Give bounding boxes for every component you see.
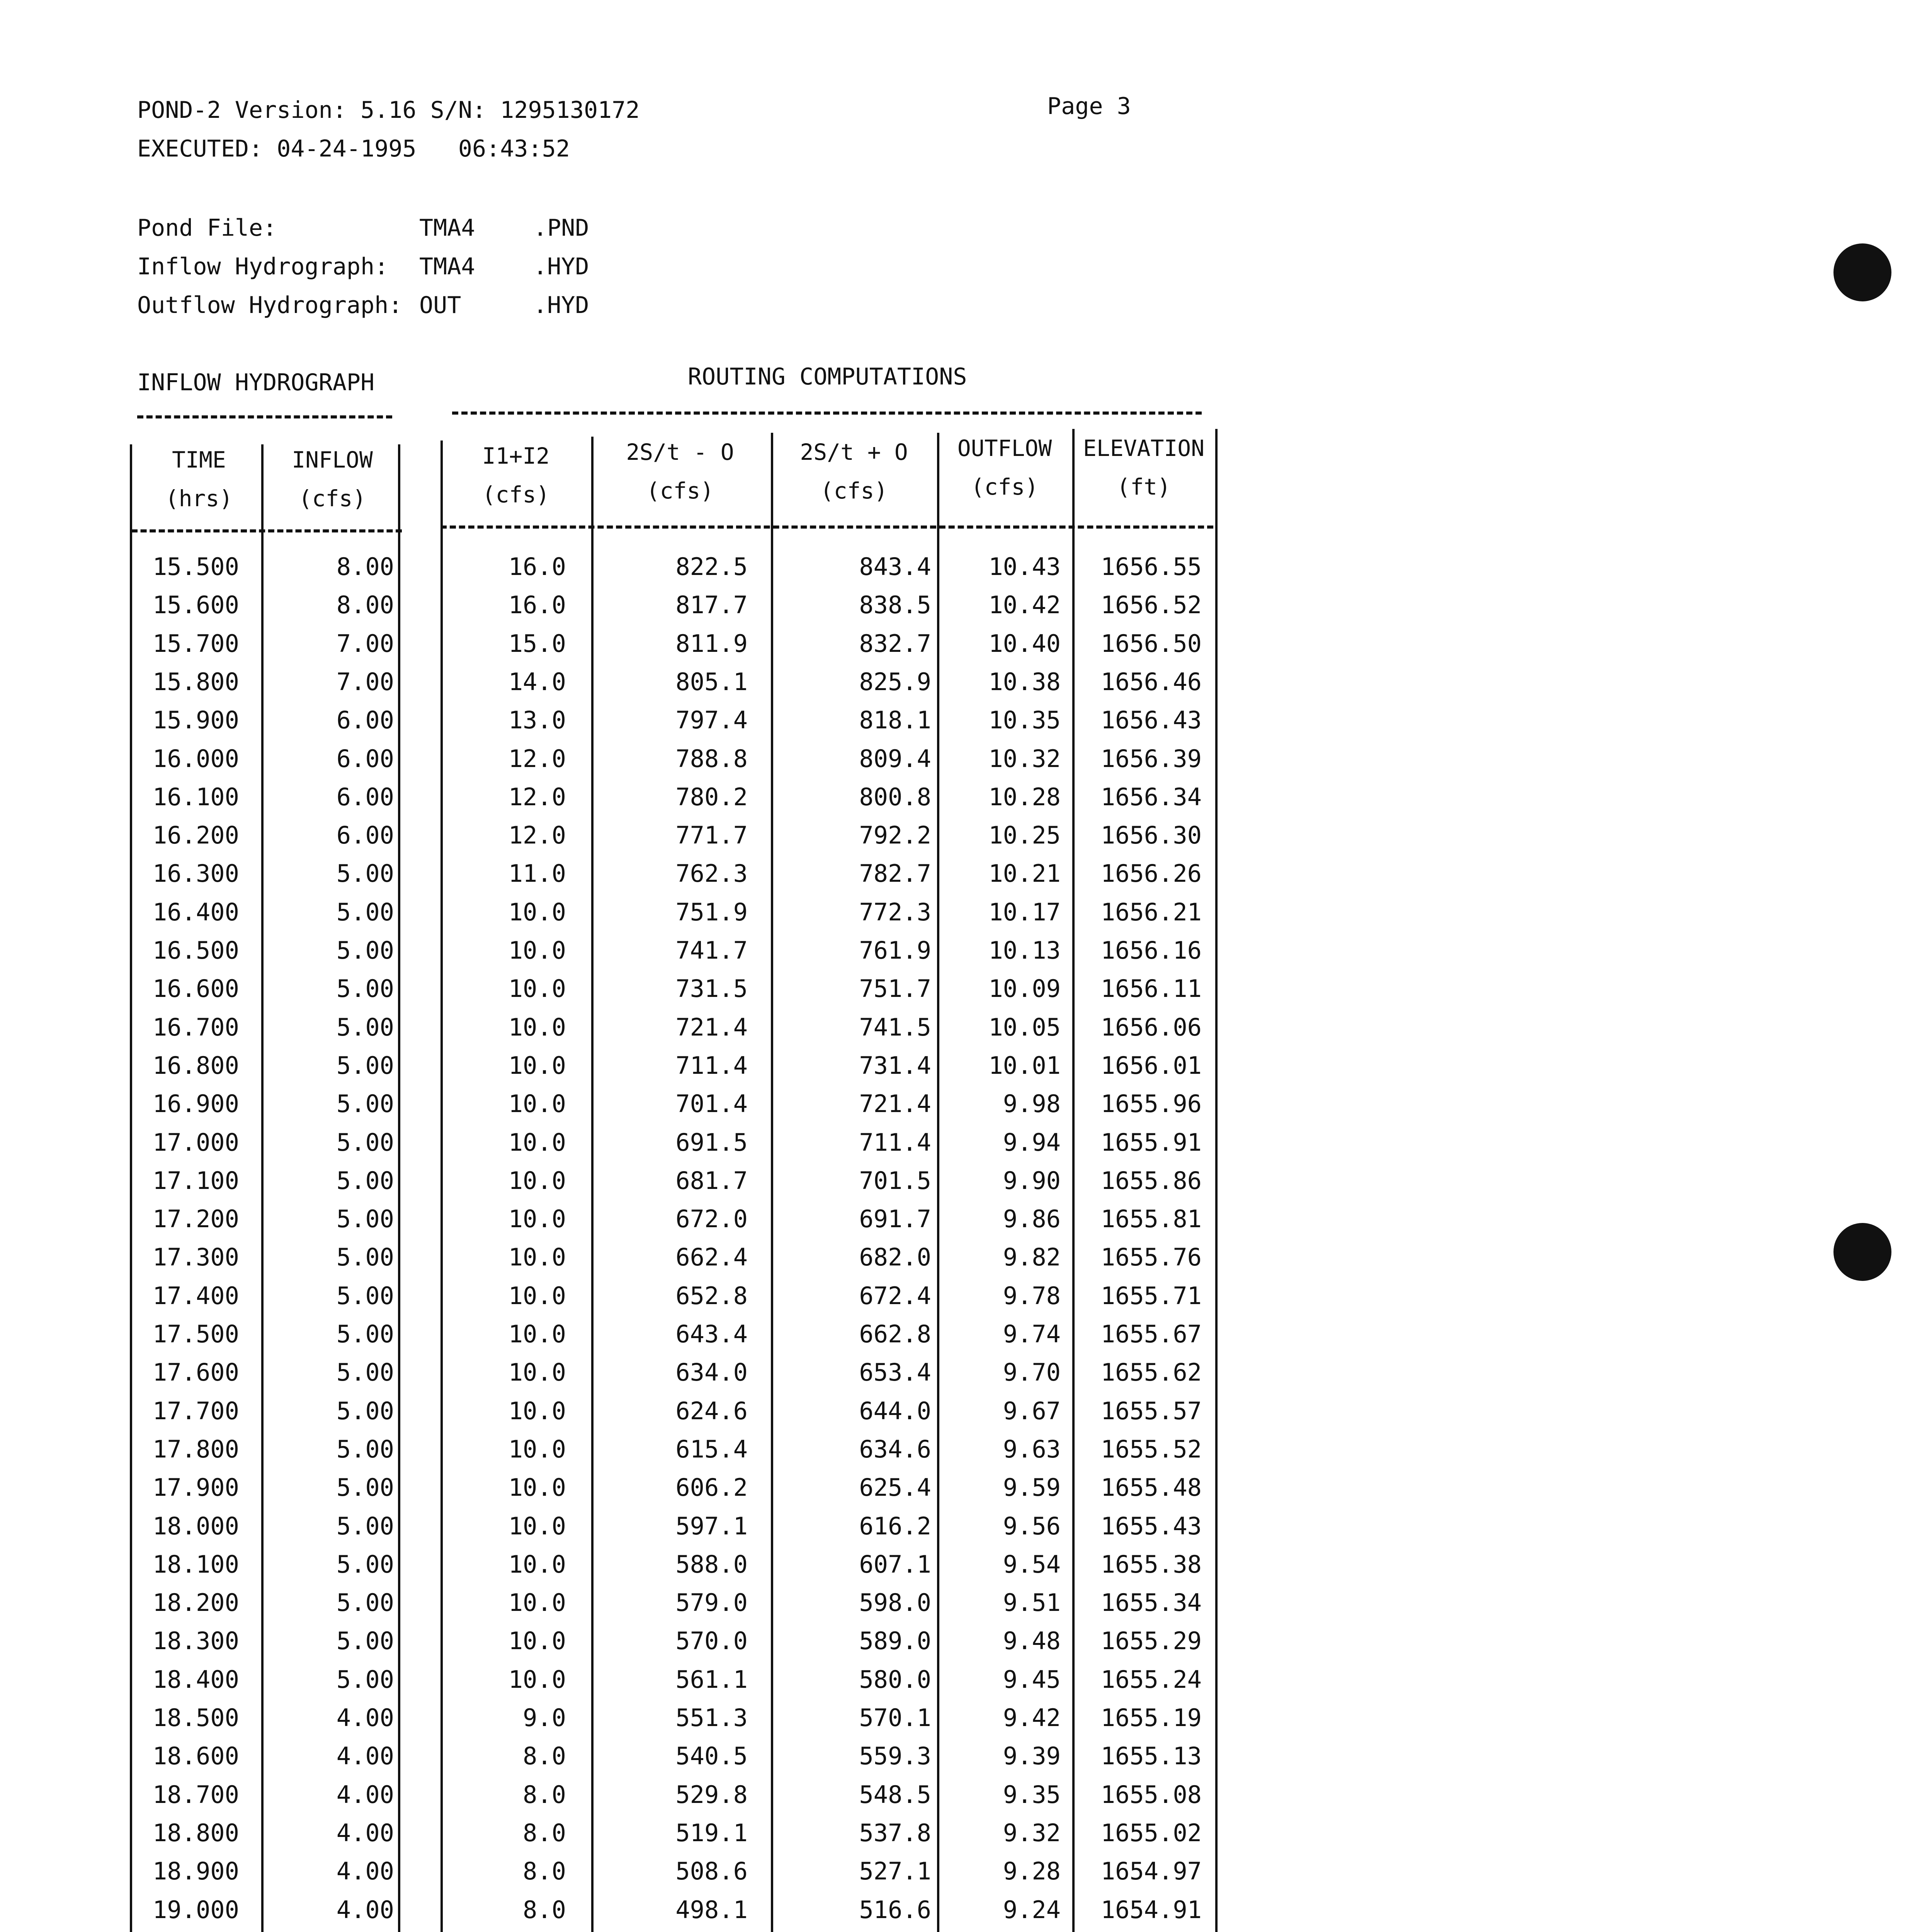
cell-inflow: 7.00: [336, 667, 394, 696]
col-divider: [1072, 429, 1075, 1932]
cell-outflow: 9.67: [1003, 1396, 1061, 1425]
cell-outflow: 9.63: [1003, 1435, 1061, 1463]
cell-elevation: 1655.08: [1100, 1780, 1202, 1809]
col-header-2s-plus-o: 2S/t + O (cfs): [800, 439, 908, 504]
cell-elevation: 1655.43: [1100, 1512, 1202, 1540]
cell-time: 16.900: [153, 1090, 239, 1118]
cell-2s-plus-o: 843.4: [859, 553, 931, 581]
cell-outflow: 10.05: [988, 1013, 1061, 1041]
cell-inflow: 6.00: [336, 821, 394, 850]
cell-elevation: 1655.67: [1100, 1320, 1202, 1348]
cell-2s-plus-o: 809.4: [859, 744, 931, 773]
cell-2s-minus-o: 588.0: [675, 1550, 748, 1578]
cell-outflow: 10.17: [988, 898, 1061, 926]
cell-2s-minus-o: 615.4: [675, 1435, 748, 1463]
cell-inflow: 4.00: [336, 1895, 394, 1924]
cell-2s-minus-o: 579.0: [675, 1588, 748, 1617]
cell-2s-plus-o: 516.6: [859, 1895, 931, 1924]
cell-2s-plus-o: 589.0: [859, 1627, 931, 1655]
col-divider: [771, 433, 773, 1932]
cell-time: 17.500: [153, 1320, 239, 1348]
cell-i1i2: 13.0: [508, 706, 566, 735]
cell-i1i2: 10.0: [508, 1281, 566, 1310]
cell-time: 19.000: [153, 1895, 239, 1924]
cell-inflow: 4.00: [336, 1818, 394, 1847]
cell-i1i2: 10.0: [508, 1205, 566, 1233]
cell-2s-plus-o: 741.5: [859, 1013, 931, 1041]
cell-2s-minus-o: 662.4: [675, 1243, 748, 1272]
cell-elevation: 1655.19: [1100, 1704, 1202, 1732]
col-header-outflow: OUTFLOW (cfs): [957, 435, 1052, 500]
cell-time: 15.800: [153, 667, 239, 696]
cell-elevation: 1655.71: [1100, 1281, 1202, 1310]
cell-2s-minus-o: 731.5: [675, 975, 748, 1003]
cell-outflow: 9.90: [1003, 1166, 1061, 1195]
cell-inflow: 5.00: [336, 936, 394, 964]
cell-inflow: 5.00: [336, 1627, 394, 1655]
pond-file-name: TMA4: [419, 214, 475, 242]
cell-i1i2: 12.0: [508, 744, 566, 773]
cell-time: 15.700: [153, 629, 239, 658]
cell-2s-minus-o: 805.1: [675, 667, 748, 696]
cell-elevation: 1656.01: [1100, 1051, 1202, 1080]
cell-time: 18.600: [153, 1742, 239, 1770]
col-divider: [937, 433, 939, 1932]
cell-time: 17.600: [153, 1358, 239, 1387]
cell-2s-plus-o: 761.9: [859, 936, 931, 964]
cell-time: 18.800: [153, 1818, 239, 1847]
cell-2s-minus-o: 771.7: [675, 821, 748, 850]
cell-elevation: 1654.97: [1100, 1857, 1202, 1886]
cell-2s-plus-o: 653.4: [859, 1358, 931, 1387]
cell-time: 17.900: [153, 1473, 239, 1502]
cell-2s-minus-o: 721.4: [675, 1013, 748, 1041]
cell-elevation: 1655.96: [1100, 1090, 1202, 1118]
cell-elevation: 1656.34: [1100, 782, 1202, 811]
pond-file-label: Pond File:: [137, 214, 277, 242]
cell-2s-minus-o: 561.1: [675, 1665, 748, 1694]
cell-time: 17.300: [153, 1243, 239, 1272]
cell-outflow: 10.40: [988, 629, 1061, 658]
cell-2s-plus-o: 559.3: [859, 1742, 931, 1770]
cell-inflow: 5.00: [336, 1396, 394, 1425]
cell-elevation: 1654.91: [1100, 1895, 1202, 1924]
cell-inflow: 5.00: [336, 1090, 394, 1118]
cell-2s-plus-o: 825.9: [859, 667, 931, 696]
cell-i1i2: 10.0: [508, 1320, 566, 1348]
cell-outflow: 9.45: [1003, 1665, 1061, 1694]
cell-2s-plus-o: 598.0: [859, 1588, 931, 1617]
cell-inflow: 4.00: [336, 1742, 394, 1770]
cell-2s-minus-o: 606.2: [675, 1473, 748, 1502]
cell-2s-minus-o: 529.8: [675, 1780, 748, 1809]
cell-outflow: 9.24: [1003, 1895, 1061, 1924]
cell-2s-minus-o: 741.7: [675, 936, 748, 964]
cell-time: 18.700: [153, 1780, 239, 1809]
cell-outflow: 9.70: [1003, 1358, 1061, 1387]
cell-time: 18.200: [153, 1588, 239, 1617]
cell-2s-plus-o: 838.5: [859, 591, 931, 619]
cell-time: 16.400: [153, 898, 239, 926]
cell-2s-plus-o: 792.2: [859, 821, 931, 850]
cell-i1i2: 10.0: [508, 1396, 566, 1425]
cell-outflow: 9.51: [1003, 1588, 1061, 1617]
cell-2s-plus-o: 616.2: [859, 1512, 931, 1540]
inflow-hydrograph-ext: .HYD: [533, 253, 589, 280]
cell-2s-plus-o: 662.8: [859, 1320, 931, 1348]
cell-outflow: 9.82: [1003, 1243, 1061, 1272]
cell-time: 18.400: [153, 1665, 239, 1694]
cell-inflow: 5.00: [336, 1051, 394, 1080]
cell-time: 15.900: [153, 706, 239, 735]
cell-elevation: 1656.52: [1100, 591, 1202, 619]
cell-elevation: 1655.57: [1100, 1396, 1202, 1425]
cell-time: 17.100: [153, 1166, 239, 1195]
cell-i1i2: 10.0: [508, 1128, 566, 1156]
cell-outflow: 9.54: [1003, 1550, 1061, 1578]
cell-2s-minus-o: 817.7: [675, 591, 748, 619]
cell-i1i2: 10.0: [508, 1627, 566, 1655]
cell-2s-minus-o: 597.1: [675, 1512, 748, 1540]
cell-2s-plus-o: 701.5: [859, 1166, 931, 1195]
executed-line: EXECUTED: 04-24-1995 06:43:52: [137, 135, 570, 162]
outflow-hydrograph-ext: .HYD: [533, 292, 589, 319]
cell-2s-minus-o: 691.5: [675, 1128, 748, 1156]
cell-2s-plus-o: 721.4: [859, 1090, 931, 1118]
outflow-hydrograph-name: OUT: [419, 292, 461, 319]
cell-i1i2: 8.0: [523, 1895, 566, 1924]
header-separator-right: [440, 526, 1213, 529]
cell-i1i2: 10.0: [508, 1243, 566, 1272]
inflow-hydrograph-name: TMA4: [419, 253, 475, 280]
inflow-section-title: INFLOW HYDROGRAPH: [137, 369, 375, 396]
cell-2s-minus-o: 551.3: [675, 1704, 748, 1732]
cell-time: 15.600: [153, 591, 239, 619]
cell-i1i2: 10.0: [508, 1588, 566, 1617]
cell-elevation: 1656.50: [1100, 629, 1202, 658]
cell-2s-minus-o: 797.4: [675, 706, 748, 735]
cell-outflow: 9.39: [1003, 1742, 1061, 1770]
cell-2s-plus-o: 548.5: [859, 1780, 931, 1809]
cell-2s-minus-o: 643.4: [675, 1320, 748, 1348]
cell-i1i2: 15.0: [508, 629, 566, 658]
cell-i1i2: 8.0: [523, 1857, 566, 1886]
cell-outflow: 9.86: [1003, 1205, 1061, 1233]
cell-2s-plus-o: 672.4: [859, 1281, 931, 1310]
cell-elevation: 1655.86: [1100, 1166, 1202, 1195]
cell-time: 16.700: [153, 1013, 239, 1041]
cell-inflow: 5.00: [336, 1205, 394, 1233]
cell-2s-minus-o: 811.9: [675, 629, 748, 658]
cell-i1i2: 11.0: [508, 859, 566, 888]
cell-elevation: 1656.43: [1100, 706, 1202, 735]
cell-2s-plus-o: 711.4: [859, 1128, 931, 1156]
cell-2s-minus-o: 762.3: [675, 859, 748, 888]
cell-i1i2: 10.0: [508, 1550, 566, 1578]
cell-outflow: 9.94: [1003, 1128, 1061, 1156]
cell-elevation: 1655.62: [1100, 1358, 1202, 1387]
cell-elevation: 1655.02: [1100, 1818, 1202, 1847]
col-divider: [440, 440, 443, 1932]
cell-2s-plus-o: 634.6: [859, 1435, 931, 1463]
cell-elevation: 1655.91: [1100, 1128, 1202, 1156]
cell-elevation: 1655.52: [1100, 1435, 1202, 1463]
cell-inflow: 5.00: [336, 1588, 394, 1617]
cell-i1i2: 10.0: [508, 1166, 566, 1195]
cell-2s-plus-o: 527.1: [859, 1857, 931, 1886]
cell-inflow: 5.00: [336, 1665, 394, 1694]
cell-2s-plus-o: 832.7: [859, 629, 931, 658]
binder-hole: [1833, 243, 1891, 301]
cell-time: 18.000: [153, 1512, 239, 1540]
cell-elevation: 1656.06: [1100, 1013, 1202, 1041]
cell-time: 17.700: [153, 1396, 239, 1425]
col-header-time: TIME (hrs): [165, 447, 233, 512]
cell-inflow: 5.00: [336, 859, 394, 888]
cell-2s-minus-o: 681.7: [675, 1166, 748, 1195]
cell-outflow: 9.32: [1003, 1818, 1061, 1847]
cell-i1i2: 16.0: [508, 553, 566, 581]
cell-inflow: 8.00: [336, 591, 394, 619]
cell-outflow: 9.56: [1003, 1512, 1061, 1540]
cell-outflow: 10.32: [988, 744, 1061, 773]
cell-outflow: 10.25: [988, 821, 1061, 850]
cell-elevation: 1656.11: [1100, 975, 1202, 1003]
cell-time: 18.900: [153, 1857, 239, 1886]
cell-2s-plus-o: 537.8: [859, 1818, 931, 1847]
cell-i1i2: 8.0: [523, 1742, 566, 1770]
outflow-hydrograph-label: Outflow Hydrograph:: [137, 292, 403, 319]
cell-i1i2: 12.0: [508, 782, 566, 811]
cell-inflow: 5.00: [336, 1243, 394, 1272]
cell-inflow: 6.00: [336, 782, 394, 811]
cell-inflow: 7.00: [336, 629, 394, 658]
cell-elevation: 1655.81: [1100, 1205, 1202, 1233]
cell-2s-plus-o: 772.3: [859, 898, 931, 926]
cell-2s-minus-o: 624.6: [675, 1396, 748, 1425]
cell-elevation: 1655.13: [1100, 1742, 1202, 1770]
cell-2s-plus-o: 691.7: [859, 1205, 931, 1233]
cell-inflow: 5.00: [336, 1166, 394, 1195]
cell-time: 18.100: [153, 1550, 239, 1578]
inflow-top-rule: [137, 415, 392, 418]
cell-time: 16.100: [153, 782, 239, 811]
col-header-inflow: INFLOW (cfs): [292, 447, 373, 512]
cell-outflow: 10.35: [988, 706, 1061, 735]
cell-elevation: 1656.21: [1100, 898, 1202, 926]
cell-elevation: 1655.48: [1100, 1473, 1202, 1502]
cell-2s-plus-o: 625.4: [859, 1473, 931, 1502]
cell-time: 17.800: [153, 1435, 239, 1463]
cell-2s-plus-o: 731.4: [859, 1051, 931, 1080]
cell-inflow: 5.00: [336, 1512, 394, 1540]
cell-time: 16.200: [153, 821, 239, 850]
cell-inflow: 5.00: [336, 975, 394, 1003]
cell-inflow: 5.00: [336, 898, 394, 926]
header-separator-left: [131, 529, 402, 532]
cell-2s-plus-o: 682.0: [859, 1243, 931, 1272]
cell-outflow: 9.98: [1003, 1090, 1061, 1118]
cell-inflow: 8.00: [336, 553, 394, 581]
cell-2s-plus-o: 818.1: [859, 706, 931, 735]
cell-i1i2: 10.0: [508, 1665, 566, 1694]
cell-elevation: 1656.26: [1100, 859, 1202, 888]
cell-2s-plus-o: 644.0: [859, 1396, 931, 1425]
cell-2s-minus-o: 498.1: [675, 1895, 748, 1924]
cell-elevation: 1655.38: [1100, 1550, 1202, 1578]
cell-inflow: 6.00: [336, 706, 394, 735]
cell-outflow: 9.28: [1003, 1857, 1061, 1886]
cell-elevation: 1655.24: [1100, 1665, 1202, 1694]
cell-2s-plus-o: 570.1: [859, 1704, 931, 1732]
cell-elevation: 1656.55: [1100, 553, 1202, 581]
cell-2s-minus-o: 751.9: [675, 898, 748, 926]
cell-2s-minus-o: 822.5: [675, 553, 748, 581]
col-divider: [591, 437, 594, 1932]
cell-time: 16.300: [153, 859, 239, 888]
routing-section-title: ROUTING COMPUTATIONS: [688, 363, 967, 390]
cell-i1i2: 10.0: [508, 1090, 566, 1118]
cell-i1i2: 10.0: [508, 898, 566, 926]
cell-2s-plus-o: 751.7: [859, 975, 931, 1003]
cell-2s-minus-o: 711.4: [675, 1051, 748, 1080]
cell-outflow: 10.13: [988, 936, 1061, 964]
cell-time: 16.800: [153, 1051, 239, 1080]
cell-2s-plus-o: 800.8: [859, 782, 931, 811]
cell-inflow: 4.00: [336, 1780, 394, 1809]
col-header-i1i2: I1+I2 (cfs): [482, 443, 550, 508]
cell-i1i2: 10.0: [508, 1051, 566, 1080]
cell-2s-minus-o: 519.1: [675, 1818, 748, 1847]
cell-i1i2: 14.0: [508, 667, 566, 696]
cell-i1i2: 8.0: [523, 1780, 566, 1809]
cell-elevation: 1655.29: [1100, 1627, 1202, 1655]
cell-time: 15.500: [153, 553, 239, 581]
cell-outflow: 10.42: [988, 591, 1061, 619]
cell-2s-minus-o: 570.0: [675, 1627, 748, 1655]
cell-time: 17.000: [153, 1128, 239, 1156]
cell-i1i2: 10.0: [508, 1473, 566, 1502]
cell-outflow: 10.28: [988, 782, 1061, 811]
cell-elevation: 1656.46: [1100, 667, 1202, 696]
cell-2s-minus-o: 540.5: [675, 1742, 748, 1770]
cell-2s-plus-o: 607.1: [859, 1550, 931, 1578]
cell-2s-plus-o: 580.0: [859, 1665, 931, 1694]
cell-inflow: 4.00: [336, 1704, 394, 1732]
cell-2s-minus-o: 508.6: [675, 1857, 748, 1886]
cell-outflow: 10.01: [988, 1051, 1061, 1080]
cell-2s-minus-o: 634.0: [675, 1358, 748, 1387]
col-header-2s-minus-o: 2S/t - O (cfs): [626, 439, 734, 504]
cell-inflow: 5.00: [336, 1281, 394, 1310]
cell-2s-minus-o: 672.0: [675, 1205, 748, 1233]
col-divider: [261, 444, 264, 1932]
cell-outflow: 10.09: [988, 975, 1061, 1003]
col-divider: [398, 444, 400, 1932]
cell-outflow: 10.38: [988, 667, 1061, 696]
cell-time: 16.000: [153, 744, 239, 773]
cell-i1i2: 10.0: [508, 1435, 566, 1463]
binder-hole: [1833, 1223, 1891, 1281]
cell-2s-minus-o: 652.8: [675, 1281, 748, 1310]
cell-inflow: 5.00: [336, 1473, 394, 1502]
cell-time: 17.400: [153, 1281, 239, 1310]
cell-inflow: 4.00: [336, 1857, 394, 1886]
page-label: Page 3: [1047, 93, 1131, 120]
cell-time: 18.500: [153, 1704, 239, 1732]
version-line: POND-2 Version: 5.16 S/N: 1295130172: [137, 97, 640, 124]
cell-inflow: 5.00: [336, 1013, 394, 1041]
cell-time: 16.600: [153, 975, 239, 1003]
cell-2s-minus-o: 701.4: [675, 1090, 748, 1118]
cell-elevation: 1655.76: [1100, 1243, 1202, 1272]
col-divider: [1215, 429, 1218, 1932]
cell-outflow: 10.43: [988, 553, 1061, 581]
col-header-elevation: ELEVATION (ft): [1083, 435, 1205, 500]
cell-outflow: 9.42: [1003, 1704, 1061, 1732]
cell-inflow: 5.00: [336, 1435, 394, 1463]
cell-i1i2: 16.0: [508, 591, 566, 619]
cell-outflow: 10.21: [988, 859, 1061, 888]
cell-2s-plus-o: 782.7: [859, 859, 931, 888]
cell-i1i2: 10.0: [508, 975, 566, 1003]
cell-inflow: 6.00: [336, 744, 394, 773]
pond-file-ext: .PND: [533, 214, 589, 242]
cell-i1i2: 10.0: [508, 936, 566, 964]
cell-time: 16.500: [153, 936, 239, 964]
cell-outflow: 9.35: [1003, 1780, 1061, 1809]
cell-outflow: 9.78: [1003, 1281, 1061, 1310]
cell-elevation: 1656.16: [1100, 936, 1202, 964]
cell-inflow: 5.00: [336, 1320, 394, 1348]
cell-inflow: 5.00: [336, 1128, 394, 1156]
cell-outflow: 9.48: [1003, 1627, 1061, 1655]
cell-elevation: 1656.39: [1100, 744, 1202, 773]
cell-2s-minus-o: 780.2: [675, 782, 748, 811]
col-divider: [130, 444, 132, 1932]
cell-i1i2: 10.0: [508, 1013, 566, 1041]
routing-top-rule: [452, 412, 1202, 415]
cell-i1i2: 9.0: [523, 1704, 566, 1732]
cell-time: 17.200: [153, 1205, 239, 1233]
inflow-hydrograph-label: Inflow Hydrograph:: [137, 253, 389, 280]
cell-i1i2: 8.0: [523, 1818, 566, 1847]
cell-elevation: 1655.34: [1100, 1588, 1202, 1617]
cell-elevation: 1656.30: [1100, 821, 1202, 850]
cell-inflow: 5.00: [336, 1358, 394, 1387]
cell-outflow: 9.74: [1003, 1320, 1061, 1348]
cell-i1i2: 10.0: [508, 1512, 566, 1540]
cell-time: 18.300: [153, 1627, 239, 1655]
cell-i1i2: 10.0: [508, 1358, 566, 1387]
cell-i1i2: 12.0: [508, 821, 566, 850]
cell-outflow: 9.59: [1003, 1473, 1061, 1502]
cell-inflow: 5.00: [336, 1550, 394, 1578]
cell-2s-minus-o: 788.8: [675, 744, 748, 773]
